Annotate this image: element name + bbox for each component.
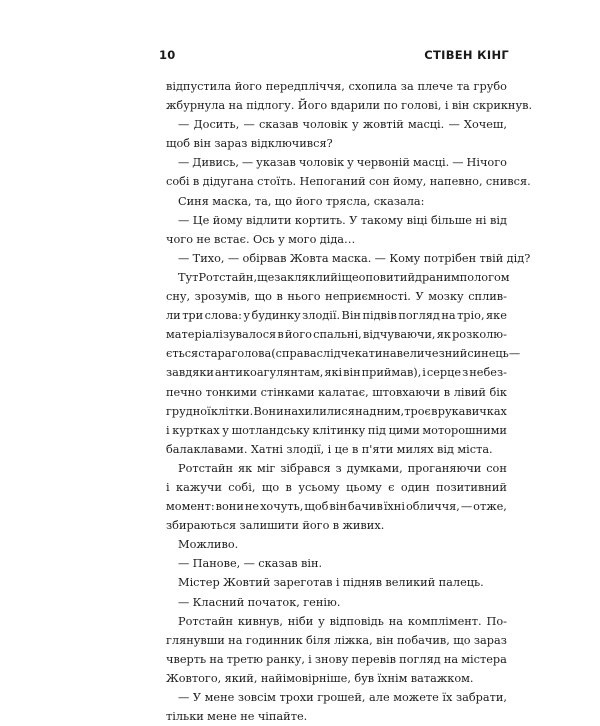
text-line: — Тихо, — обірвав Жовта маска. — Кому потрібен твій дід? xyxy=(178,251,531,265)
text-line: печно тонкими стінками калатає, штовхаючи в лівий бік xyxy=(166,385,507,399)
body-text xyxy=(166,77,533,726)
text-line: жбурнула на підлогу. Його вдарили по голові, і він скрикнув. xyxy=(166,99,533,113)
text-line: матеріалізувалося в його спальні, відчуваючи, як розколю- xyxy=(166,328,507,342)
text-line: — Дивись, — указав чоловік у червоній масці. — Нічого xyxy=(178,156,507,170)
text-line: тільки мене не чіпайте. xyxy=(166,710,308,724)
text-line: — Це йому відлити кортить. У такому віці більше ні від xyxy=(178,213,507,227)
text-line: — Панове, — сказав він. xyxy=(178,557,323,571)
text-line: Синя маска, та, що його трясла, сказала: xyxy=(178,194,425,208)
text-line: Ротстайн як міг зібрався з думками, проганяючи сон xyxy=(178,461,507,475)
text-line: збираються залишити його в живих. xyxy=(166,519,385,533)
text-line: Жовтого, який, найімовірніше, був їхнім ватажком. xyxy=(166,671,474,685)
text-line: — Досить, — сказав чоловік у жовтій масці. — Хочеш, xyxy=(178,118,507,132)
text-line: ли три слова: у будинку злодії. Він підвів погляд на тріо, яке xyxy=(166,309,507,323)
text-line: відпустила його передпліччя, схопила за плече та грубо xyxy=(166,80,507,93)
text-line: — У мене зовсім трохи грошей, але можете їх забрати, xyxy=(178,691,507,704)
page-number: 10 xyxy=(159,48,176,62)
text-line: Тут Ротстайн, ще закляклий і ще оповитий драним пологом xyxy=(178,270,510,284)
text-line: Можливо. xyxy=(178,538,239,552)
text-line: грудної клітки. Вони нахилилися над ним, троє в рукавичках xyxy=(166,404,507,418)
text-line: глянувши на годинник біля ліжка, він побачив, що зараз xyxy=(166,633,507,647)
text-line: собі в дідугана стоїть. Непоганий сон йому, напевно, снився. xyxy=(166,175,531,189)
running-head xyxy=(159,48,509,62)
text-line: балаклавами. Хатні злодії, і це в п'яти милях від міста. xyxy=(166,442,493,456)
running-head-author: СТІВЕН КІНГ xyxy=(424,48,509,62)
text-line: чверть на третю ранку, і знову перевів погляд на містера xyxy=(166,652,507,666)
text-line: сну, зрозумів, що в нього неприємності. У мозку сплив- xyxy=(166,290,507,304)
text-line: ється стара голова (справа слід чекати на величезний синець — xyxy=(166,347,521,361)
text-line: момент: вони не хочуть, щоб він бачив їхні обличчя, — отже, xyxy=(166,500,507,514)
text-line: щоб він зараз відключився? xyxy=(166,137,333,151)
text-line: і куртках у шотландську клітинку під цими моторошними xyxy=(166,423,507,437)
text-line: завдяки антикоагулянтам, які він приймав), і серце з небез- xyxy=(166,366,507,380)
text-line: — Класний початок, генію. xyxy=(178,595,341,609)
text-line: Ротстайн кивнув, ніби у відповідь на комплімент. По- xyxy=(178,614,507,628)
text-line: чого не встає. Ось у мого діда… xyxy=(166,232,356,246)
text-line: і кажучи собі, що в усьому цьому є один позитивний xyxy=(166,480,507,494)
text-line: Містер Жовтий зареготав і підняв великий палець. xyxy=(178,576,484,590)
